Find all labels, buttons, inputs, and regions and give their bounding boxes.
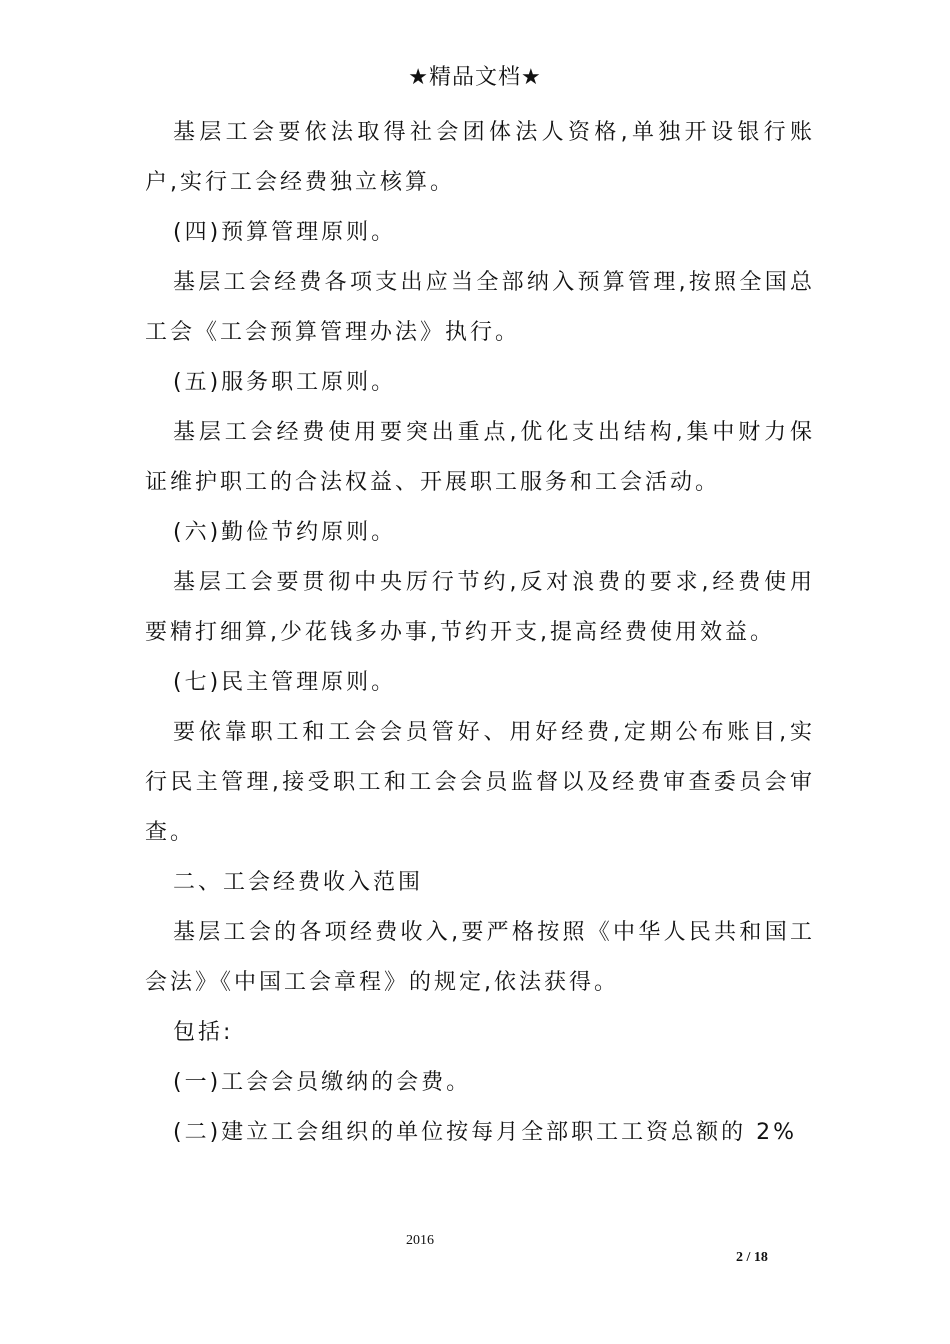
section-heading: (七)民主管理原则。 <box>173 670 397 695</box>
paragraph: 基层工会经费使用要突出重点,优化支出结构,集中财力保证维护职工的合法权益、开展职工服务和工会活动。 <box>145 420 815 495</box>
chapter-heading: 二、工会经费收入范围 <box>173 870 424 895</box>
document-body <box>145 108 815 1158</box>
page-header-title: ★精品文档★ <box>408 65 542 90</box>
page-number: 2 / 18 <box>736 1250 768 1265</box>
paragraph: 包括: <box>173 1020 234 1045</box>
footer-year: 2016 <box>406 1233 434 1248</box>
list-item: (一)工会会员缴纳的会费。 <box>173 1070 472 1095</box>
paragraph: 基层工会的各项经费收入,要严格按照《中华人民共和国工会法》《中国工会章程》的规定,依法获得。 <box>145 920 815 995</box>
section-heading: (四)预算管理原则。 <box>173 220 397 245</box>
section-heading: (五)服务职工原则。 <box>173 370 397 395</box>
paragraph: 基层工会经费各项支出应当全部纳入预算管理,按照全国总工会《工会预算管理办法》执行。 <box>145 270 815 345</box>
paragraph: 基层工会要依法取得社会团体法人资格,单独开设银行账户,实行工会经费独立核算。 <box>145 120 815 195</box>
paragraph: 基层工会要贯彻中央厉行节约,反对浪费的要求,经费使用要精打细算,少花钱多办事,节约开支,提高经费使用效益。 <box>145 570 815 645</box>
section-heading: (六)勤俭节约原则。 <box>173 520 397 545</box>
paragraph: 要依靠职工和工会会员管好、用好经费,定期公布账目,实行民主管理,接受职工和工会会员监督以及经费审查委员会审查。 <box>145 720 815 845</box>
list-item: (二)建立工会组织的单位按每月全部职工工资总额的 2% <box>173 1120 798 1145</box>
